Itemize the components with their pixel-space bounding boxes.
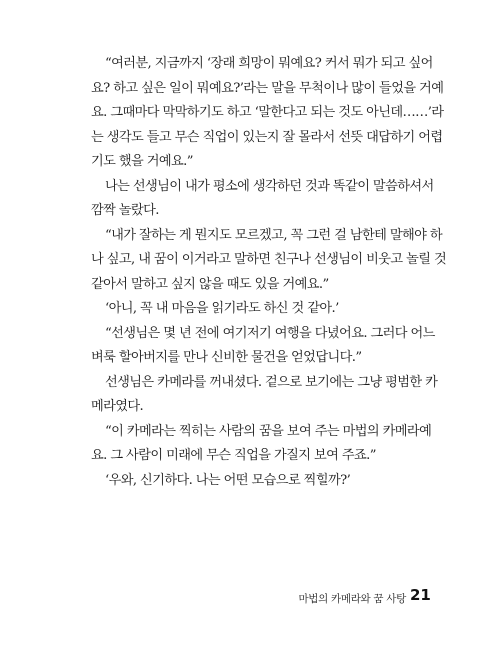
paragraph (91, 224, 447, 298)
paragraph (91, 322, 439, 371)
text-line: 벼룩 할아버지를 만나 신비한 물건을 얻었답니다.” (91, 350, 362, 365)
text-line: 같아서 말하고 싶지 않을 때도 있을 거예요.” (91, 276, 329, 292)
paragraph (91, 371, 439, 420)
paragraph (91, 469, 439, 494)
text-line: “선생님은 몇 년 전에 여기저기 여행을 다녔어요. 그러다 어느 (105, 325, 435, 341)
running-footer-title: 마법의 카메라와 꿈 사탕 (298, 593, 406, 605)
text-line: 선생님은 카메라를 꺼내셨다. 겉으로 보기에는 그냥 평범한 카 (105, 374, 438, 390)
text-line: 나는 선생님이 내가 평소에 생각하던 것과 똑같이 말씀하셔서 (105, 178, 434, 194)
text-line: 기도 했을 거예요.” (91, 154, 193, 169)
text-line: 요. 그때마다 막막하기도 하고 ‘말한다고 되는 것도 아닌데……’라 (91, 105, 444, 120)
body-text (91, 52, 447, 493)
text-line: 메라였다. (91, 399, 144, 414)
paragraph (91, 175, 439, 224)
text-line: “내가 잘하는 게 뭔지도 모르겠고, 꼭 그런 걸 남한테 말해야 하 (105, 227, 442, 243)
text-line: ‘아니, 꼭 내 마음을 읽기라도 하신 것 같아.’ (105, 301, 339, 316)
paragraph (91, 52, 444, 175)
text-line: 요? 하고 싶은 일이 뭐예요?’라는 말을 무척이나 많이 들었을 거예 (91, 80, 444, 96)
text-line: “이 카메라는 찍히는 사람의 꿈을 보여 주는 마법의 카메라예 (105, 423, 432, 439)
text-line: 는 생각도 들고 무슨 직업이 있는지 잘 몰라서 선뜻 대답하기 어렵 (91, 129, 443, 145)
page-number: 21 (410, 586, 431, 604)
paragraph (91, 297, 439, 322)
text-line: “여러분, 지금까지 ‘장래 희망이 뭐예요? 커서 뭐가 되고 싶어 (105, 56, 433, 71)
text-line: 나 싶고, 내 꿈이 이거라고 말하면 친구나 선생님이 비웃고 놀릴 것 (91, 252, 447, 267)
text-line: ‘우와, 신기하다. 나는 어떤 모습으로 찍힐까?’ (105, 472, 351, 488)
text-line: 요. 그 사람이 미래에 무슨 직업을 가질지 보여 주죠.” (91, 448, 376, 463)
text-line: 깜짝 놀랐다. (91, 203, 159, 218)
paragraph (91, 420, 439, 469)
